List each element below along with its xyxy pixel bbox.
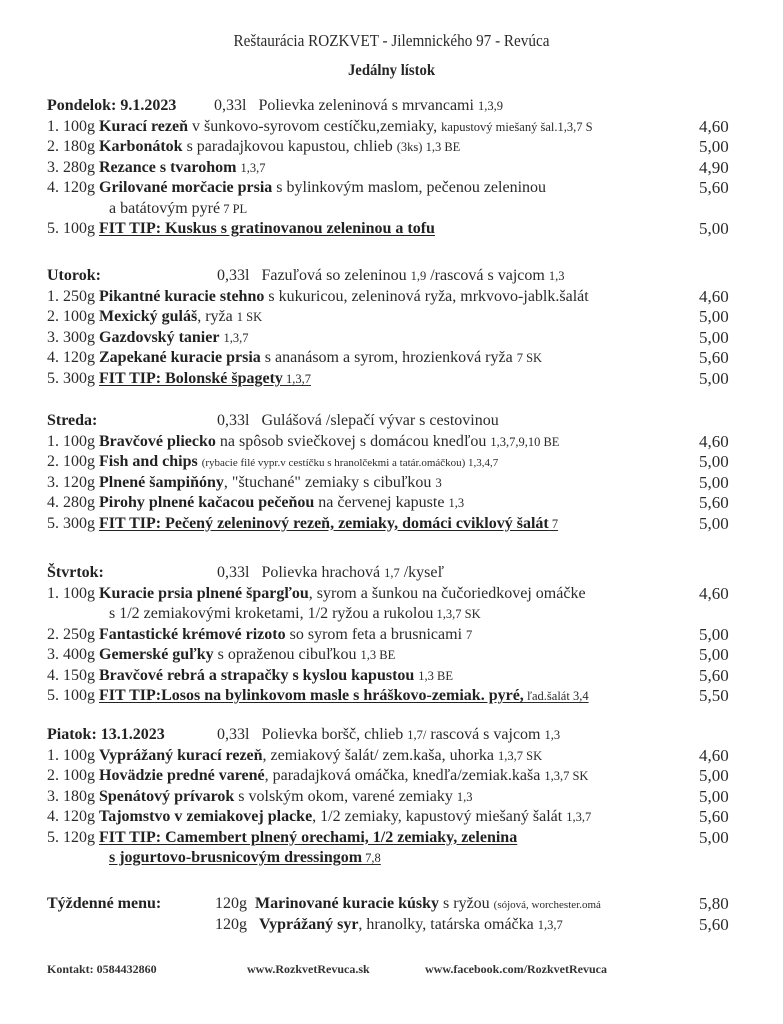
day-section xyxy=(47,563,747,707)
item-number: 3. xyxy=(47,787,59,805)
item-number: 3. xyxy=(47,328,59,346)
weekly-desc: , hranolky, tatárska omáčka xyxy=(358,915,538,933)
soup-name: Polievka hrachová xyxy=(261,564,381,581)
item-price: 4,60 xyxy=(699,116,729,136)
item-desc: na červenej kapuste xyxy=(314,494,449,511)
item-name: Pirohy plnené kačacou pečeňou xyxy=(99,494,315,511)
item-price: 5,00 xyxy=(699,219,729,238)
item-number: 1. xyxy=(47,746,59,764)
menu-item xyxy=(47,117,747,138)
item-weight: 250g xyxy=(63,625,95,643)
item-desc: s paradajkovou kapustou, chlieb xyxy=(182,138,397,155)
soup-name: Fazuľová so zeleninou xyxy=(261,267,407,284)
item-number: 4. xyxy=(47,494,59,511)
soup-name: Polievka boršč, chlieb xyxy=(261,726,404,743)
menu-item xyxy=(47,666,747,687)
item-number: 2. xyxy=(47,625,59,643)
item-number: 5. xyxy=(47,514,59,532)
item-allergens: 3 xyxy=(435,475,442,490)
menu-item-continuation xyxy=(47,604,747,625)
soup-allergens: 1,7 xyxy=(384,566,400,580)
menu-item-continuation xyxy=(47,848,747,869)
item-desc: s bylinkovým maslom, pečenou zeleninou xyxy=(272,179,547,196)
item-weight: 400g xyxy=(63,646,95,663)
item-weight: 100g xyxy=(63,767,95,784)
weekly-desc: s ryžou xyxy=(439,895,494,912)
item-name: Rezance s tvarohom xyxy=(99,158,237,176)
item-desc: na spôsob sviečkovej s domácou knedľou xyxy=(215,432,491,450)
item-price: 5,00 xyxy=(699,513,729,533)
item-name: Bravčové pliecko xyxy=(99,432,216,450)
item-name: Gemerské guľky xyxy=(99,646,214,663)
item-number: 4. xyxy=(47,808,59,825)
weekly-name: Vyprážaný syr xyxy=(259,915,359,933)
item-price: 5,60 xyxy=(699,807,729,826)
item-number: 4. xyxy=(47,666,59,684)
item-cont: a batátovým pyré xyxy=(109,199,221,217)
item-name: Karbonátok xyxy=(99,138,183,155)
item-name: Vyprážaný kurací rezeň xyxy=(99,746,263,764)
item-desc: , syrom a šunkou na čučoriedkovej omáčke xyxy=(308,584,586,602)
item-weight: 100g xyxy=(63,687,95,704)
item-weight: 120g xyxy=(63,828,95,846)
item-price: 5,00 xyxy=(699,766,729,785)
item-desc: , ryža xyxy=(197,308,237,325)
item-allergens: ľad.šalát 3,4 xyxy=(523,689,589,703)
menu-item xyxy=(47,432,747,453)
menu-item xyxy=(47,625,747,646)
item-weight: 100g xyxy=(63,746,95,764)
day-name: Pondelok: 9.1.2023 xyxy=(47,97,177,114)
item-allergens: 7 SK xyxy=(516,351,543,365)
day-section xyxy=(47,411,747,534)
day-header xyxy=(47,266,747,287)
item-allergens: 7 xyxy=(466,627,473,642)
item-desc: so syrom feta a brusnicami xyxy=(285,625,467,643)
item-weight: 100g xyxy=(63,432,95,450)
item-number: 1. xyxy=(47,117,59,135)
item-weight: 180g xyxy=(63,787,95,805)
item-desc: , zemiakový šalát/ zem.kaša, uhorka xyxy=(262,746,499,764)
item-name: Zapekané kuracie prsia xyxy=(99,349,261,366)
soup-name: Polievka zeleninová s mrvancami xyxy=(258,97,474,114)
soup-line xyxy=(217,563,444,583)
item-weight: 300g xyxy=(63,328,95,346)
item-number: 2. xyxy=(47,767,59,784)
item-weight: 120g xyxy=(63,473,95,491)
item-name: Mexický guláš xyxy=(99,308,198,325)
item-name: Fish and chips xyxy=(99,453,198,470)
item-weight: 120g xyxy=(63,179,95,196)
item-name: FIT TIP: Kuskus s gratinovanou zeleninou a tofu xyxy=(99,220,435,237)
day-name: Štvrtok: xyxy=(47,564,104,581)
item-name: Bravčové rebrá a strapačky s kyslou kapustou xyxy=(99,666,415,684)
weekly-small: 1,3,7 xyxy=(537,917,563,932)
facebook-link[interactable]: www.facebook.com/RozkvetRevuca xyxy=(425,962,607,976)
day-name: Utorok: xyxy=(47,267,101,284)
soup-extra: /rascová s vajcom xyxy=(430,267,545,284)
weekly-menu xyxy=(47,894,747,935)
soup-extra-allergens: 1,3 xyxy=(548,269,565,283)
item-name: Kuracie prsia plnené špargľou xyxy=(99,584,309,602)
item-price: 5,00 xyxy=(699,624,729,644)
item-desc: , paradajková omáčka, knedľa/zemiak.kaša xyxy=(264,767,545,784)
menu-item xyxy=(47,686,747,707)
item-number: 4. xyxy=(47,349,59,366)
menu-item xyxy=(47,287,747,308)
item-price: 5,60 xyxy=(699,178,729,197)
website-link[interactable]: www.RozkvetRevuca.sk xyxy=(247,962,370,976)
weekly-price: 5,80 xyxy=(699,894,729,913)
item-number: 5. xyxy=(47,828,59,846)
item-allergens: kapustový miešaný šal.1,3,7 S xyxy=(441,119,593,134)
soup-extra: /kyseľ xyxy=(403,564,444,581)
item-allergens: (rybacie filé vypr.v cestíčku s hranolčekmi a tatár.omáčkou) 1,3,4,7 xyxy=(201,457,499,469)
weekly-price: 5,60 xyxy=(699,914,729,934)
menu-item-continuation xyxy=(47,199,747,220)
day-header xyxy=(47,563,747,584)
item-allergens: 1,3,7 SK xyxy=(544,769,589,783)
item-number: 5. xyxy=(47,687,59,704)
day-name: Streda: xyxy=(47,412,98,429)
item-price: 4,60 xyxy=(699,583,729,603)
menu-item xyxy=(47,348,747,369)
item-price: 5,60 xyxy=(699,665,729,685)
menu-item xyxy=(47,645,747,666)
weekly-label: Týždenné menu: xyxy=(47,895,162,912)
menu-item xyxy=(47,766,747,787)
item-price: 5,00 xyxy=(699,327,729,347)
item-desc: s kukuricou, zeleninová ryža, mrkvovo-jablk.šalát xyxy=(264,287,589,305)
day-header xyxy=(47,96,747,117)
item-number: 3. xyxy=(47,646,59,663)
contact-phone: Kontakt: 0584432860 xyxy=(47,962,157,976)
item-weight: 120g xyxy=(63,808,95,825)
soup-volume: 0,33l xyxy=(217,412,250,429)
weekly-weight: 120g xyxy=(215,895,247,912)
item-desc: s volským okom, varené zemiaky xyxy=(234,787,457,805)
item-weight: 300g xyxy=(63,514,95,532)
item-number: 1. xyxy=(47,432,59,450)
item-weight: 100g xyxy=(63,584,95,602)
item-weight: 280g xyxy=(63,158,95,176)
item-weight: 150g xyxy=(63,666,95,684)
soup-extra: rascová s vajcom xyxy=(430,726,541,743)
item-name: FIT TIP:Losos na bylinkovom masle s hráškovo-zemiak. pyré, xyxy=(99,687,524,704)
item-cont: s jogurtovo-brusnicovým dressingom xyxy=(109,849,363,866)
soup-extra-allergens: 1,3 xyxy=(544,728,561,742)
item-allergens: 7 xyxy=(548,516,559,531)
item-cont-allergens: 1,3,7 SK xyxy=(433,607,481,621)
menu-item xyxy=(47,473,747,494)
soup-allergens: 1,7/ xyxy=(407,728,427,742)
soup-volume: 0,33l xyxy=(217,267,250,284)
menu-item xyxy=(47,807,747,828)
menu-item xyxy=(47,178,747,199)
day-header xyxy=(47,725,747,746)
item-weight: 300g xyxy=(63,369,95,387)
soup-volume: 0,33l xyxy=(217,564,250,581)
item-allergens: 1,3,7,9,10 BE xyxy=(490,434,560,449)
item-name: Gazdovský tanier xyxy=(99,328,220,346)
item-price: 5,50 xyxy=(699,686,729,705)
menu-item xyxy=(47,137,747,158)
menu-item xyxy=(47,328,747,349)
soup-line xyxy=(217,725,560,745)
item-price: 5,00 xyxy=(699,786,729,806)
menu-item xyxy=(47,828,747,849)
day-section xyxy=(47,96,747,240)
item-name: Tajomstvo v zemiakovej placke xyxy=(99,808,313,825)
item-name: Hovädzie predné varené xyxy=(99,767,265,784)
soup-name: Gulášová /slepačí vývar s cestovinou xyxy=(261,412,499,429)
menu-item xyxy=(47,514,747,535)
menu-item xyxy=(47,746,747,767)
item-price: 4,60 xyxy=(699,745,729,765)
weekly-small: (sójová, worchester.omá xyxy=(493,899,601,911)
item-cont-allergens: 7 PL xyxy=(220,201,248,216)
item-allergens: 1,3 BE xyxy=(360,648,396,662)
item-desc: , "štuchané" zemiaky s cibuľkou xyxy=(223,473,436,491)
menu-item xyxy=(47,584,747,605)
item-price: 5,00 xyxy=(699,307,729,326)
item-number: 1. xyxy=(47,287,59,305)
menu-item xyxy=(47,452,747,473)
item-weight: 100g xyxy=(63,220,95,237)
item-name: FIT TIP: Bolonské špagety xyxy=(99,369,283,387)
day-name: Piatok: 13.1.2023 xyxy=(47,726,165,743)
item-price: 5,00 xyxy=(699,827,729,847)
item-weight: 100g xyxy=(63,453,95,470)
weekly-item xyxy=(47,894,747,915)
menu-item xyxy=(47,493,747,514)
soup-allergens: 1,9 xyxy=(410,269,427,283)
item-number: 5. xyxy=(47,369,59,387)
item-price: 5,00 xyxy=(699,452,729,471)
weekly-name: Marinované kuracie kúsky xyxy=(255,895,440,912)
item-price: 5,60 xyxy=(699,348,729,367)
menu-item xyxy=(47,307,747,328)
item-number: 3. xyxy=(47,158,59,176)
menu-item xyxy=(47,158,747,179)
day-section xyxy=(47,266,747,389)
item-number: 2. xyxy=(47,308,59,325)
item-weight: 100g xyxy=(63,117,95,135)
day-section xyxy=(47,725,747,869)
soup-line xyxy=(217,266,564,286)
item-number: 1. xyxy=(47,584,59,602)
item-number: 3. xyxy=(47,473,59,491)
restaurant-title: Reštaurácia ROZKVET - Jilemnického 97 - Revúca xyxy=(233,31,550,50)
soup-allergens: 1,3,9 xyxy=(477,99,503,113)
item-price: 4,90 xyxy=(699,157,729,177)
soup-line xyxy=(217,411,499,431)
menu-subtitle: Jedálny lístok xyxy=(347,62,436,79)
item-weight: 120g xyxy=(63,349,95,366)
day-header xyxy=(47,411,747,432)
item-price: 4,60 xyxy=(699,431,729,451)
item-allergens: (3ks) 1,3 BE xyxy=(396,140,461,154)
item-price: 5,60 xyxy=(699,493,729,512)
item-desc: s opraženou cibuľkou xyxy=(213,646,361,663)
item-desc: v šunkovo-syrovom cestíčku,zemiaky, xyxy=(188,117,442,135)
soup-volume: 0,33l xyxy=(214,97,247,114)
item-price: 4,60 xyxy=(699,286,729,306)
menu-item xyxy=(47,369,747,390)
item-allergens: 1,3,7 xyxy=(240,160,266,175)
item-cont: s 1/2 zemiakovými kroketami, 1/2 ryžou a rukolou xyxy=(109,605,434,622)
item-name: Kurací rezeň xyxy=(99,117,189,135)
item-number: 4. xyxy=(47,179,59,196)
item-desc: , 1/2 zemiaky, kapustový miešaný šalát xyxy=(312,808,567,825)
item-name: Grilované morčacie prsia xyxy=(99,179,273,196)
item-weight: 280g xyxy=(63,494,95,511)
item-allergens: 1 SK xyxy=(236,310,263,324)
item-price: 5,00 xyxy=(699,472,729,492)
item-weight: 100g xyxy=(63,308,95,325)
menu-item xyxy=(47,219,747,240)
item-name: Pikantné kuracie stehno xyxy=(99,287,265,305)
item-allergens: 1,3,7 SK xyxy=(498,748,543,763)
item-name: FIT TIP: Camembert plnený orechami, 1/2 zemiaky, zelenina xyxy=(99,828,518,846)
item-name: Plnené šampiňóny xyxy=(99,473,224,491)
item-allergens: 1,3 xyxy=(448,496,465,510)
menu-item xyxy=(47,787,747,808)
weekly-weight: 120g xyxy=(215,915,247,933)
item-allergens: 1,3 xyxy=(456,789,473,804)
item-allergens: 1,3 BE xyxy=(418,668,454,683)
item-allergens: 1,3,7 xyxy=(282,371,312,386)
soup-line xyxy=(214,96,503,116)
item-name: FIT TIP: Pečený zeleninový rezeň, zemiaky, domáci cviklový šalát xyxy=(99,514,549,532)
item-number: 2. xyxy=(47,138,59,155)
item-weight: 180g xyxy=(63,138,95,155)
item-cont-allergens: 7,8 xyxy=(362,851,381,865)
item-price: 5,00 xyxy=(699,368,729,388)
item-number: 5. xyxy=(47,220,59,237)
item-weight: 250g xyxy=(63,287,95,305)
item-desc: s ananásom a syrom, hrozienková ryža xyxy=(260,349,517,366)
item-allergens: 1,3,7 xyxy=(223,330,249,345)
item-name: Fantastické krémové rizoto xyxy=(99,625,286,643)
weekly-item xyxy=(47,915,747,936)
item-number: 2. xyxy=(47,453,59,470)
item-price: 5,00 xyxy=(699,645,729,664)
item-allergens: 1,3,7 xyxy=(566,810,592,824)
soup-volume: 0,33l xyxy=(217,726,250,743)
item-price: 5,00 xyxy=(699,137,729,156)
item-name: Spenátový prívarok xyxy=(99,787,235,805)
